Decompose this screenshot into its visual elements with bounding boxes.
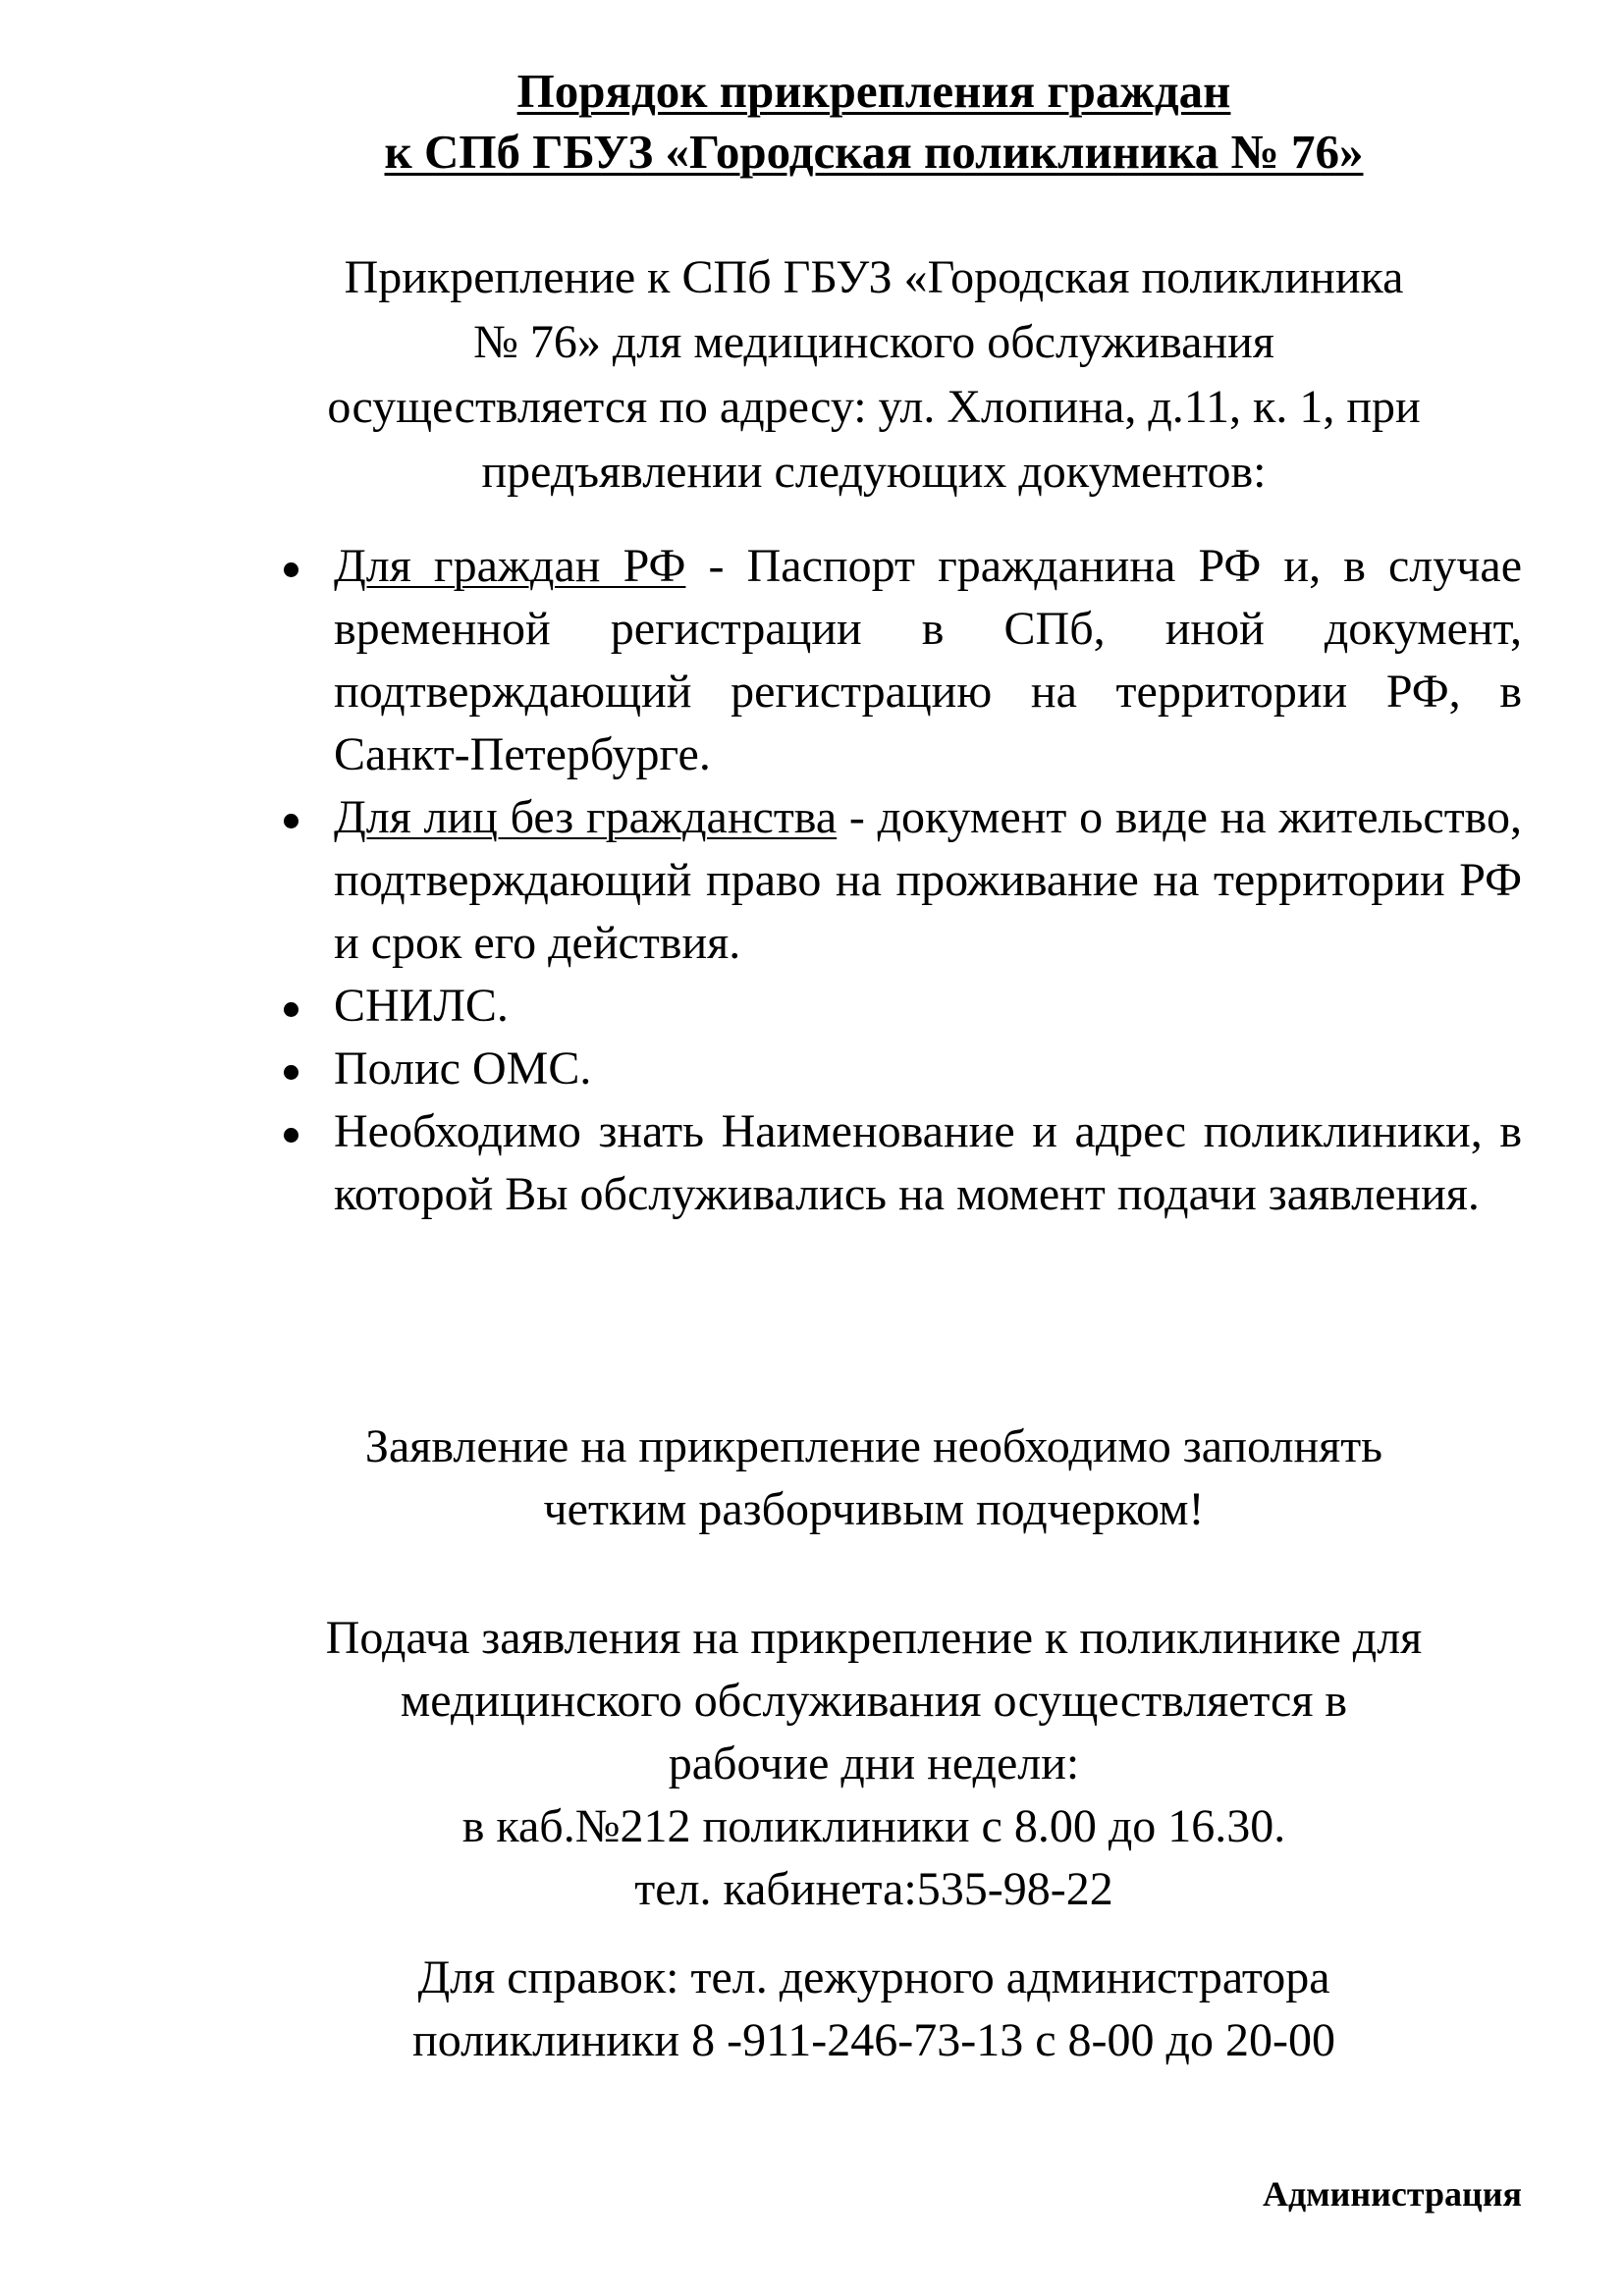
submission-line-3: рабочие дни недели: <box>668 1737 1080 1789</box>
bullet-icon <box>284 1065 298 1080</box>
intro-line-4: предъявлении следующих документов: <box>481 446 1267 498</box>
requirement-stateless <box>280 786 1522 975</box>
requirement-text: СНИЛС. <box>334 980 509 1032</box>
bullet-icon <box>284 1002 298 1017</box>
submission-office-phone: тел. кабинета:535-98-22 <box>634 1863 1113 1915</box>
bullet-icon <box>284 1128 298 1143</box>
intro-paragraph <box>226 245 1522 505</box>
document-title <box>226 61 1522 183</box>
requirement-text: Необходимо знать Наименование и адрес поликлиники, в которой Вы обслуживались на момент подачи заявления. <box>334 1105 1522 1220</box>
requirement-snils <box>280 975 1522 1038</box>
title-line-2: к СПб ГБУЗ «Городская поликлиника № 76» <box>384 125 1364 179</box>
submission-line-2: медицинского обслуживания осуществляется в <box>400 1675 1348 1727</box>
submission-info <box>226 1607 1522 1921</box>
requirement-label: Для лиц без гражданства <box>334 791 838 843</box>
intro-line-1: Прикрепление к СПб ГБУЗ «Городская поликлиника <box>344 251 1404 303</box>
handwriting-warning <box>226 1415 1522 1541</box>
requirement-text: - документ о виде на жительство, подтверждающий право на проживание на территории РФ и срок его действия. <box>334 791 1523 969</box>
requirement-previous-clinic <box>280 1100 1522 1226</box>
warning-line-1: Заявление на прикрепление необходимо заполнять <box>364 1420 1383 1472</box>
intro-line-2: № 76» для медицинского обслуживания <box>473 316 1274 368</box>
contact-phone-hours: поликлиники 8 -911-246-73-13 с 8-00 до 20-00 <box>412 2014 1335 2066</box>
requirement-label: Для граждан РФ <box>334 540 686 592</box>
bullet-icon <box>284 562 298 577</box>
signature: Администрация <box>1262 2174 1522 2214</box>
requirement-citizens <box>280 535 1522 786</box>
intro-line-3: осуществляется по адресу: ул. Хлопина, д.11, к. 1, при <box>327 381 1421 433</box>
title-line-1: Порядок прикрепления граждан <box>516 64 1231 118</box>
warning-line-2: четким разборчивым подчерком! <box>543 1483 1205 1535</box>
submission-office-hours: в каб.№212 поликлиники с 8.00 до 16.30. <box>461 1800 1286 1852</box>
bullet-icon <box>284 814 298 828</box>
contact-line-1: Для справок: тел. дежурного администратора <box>417 1951 1330 2003</box>
requirement-oms <box>280 1038 1522 1100</box>
requirement-text: Полис ОМС. <box>334 1042 592 1095</box>
requirements-list <box>280 535 1522 1226</box>
requirement-text: - Паспорт гражданина РФ и, в случае временной регистрации в СПб, иной документ, подтверждающий регистрацию на территории РФ, в Санкт-Петербурге. <box>334 540 1523 780</box>
contact-info <box>226 1947 1522 2072</box>
submission-line-1: Подача заявления на прикрепление к поликлинике для <box>325 1612 1423 1664</box>
